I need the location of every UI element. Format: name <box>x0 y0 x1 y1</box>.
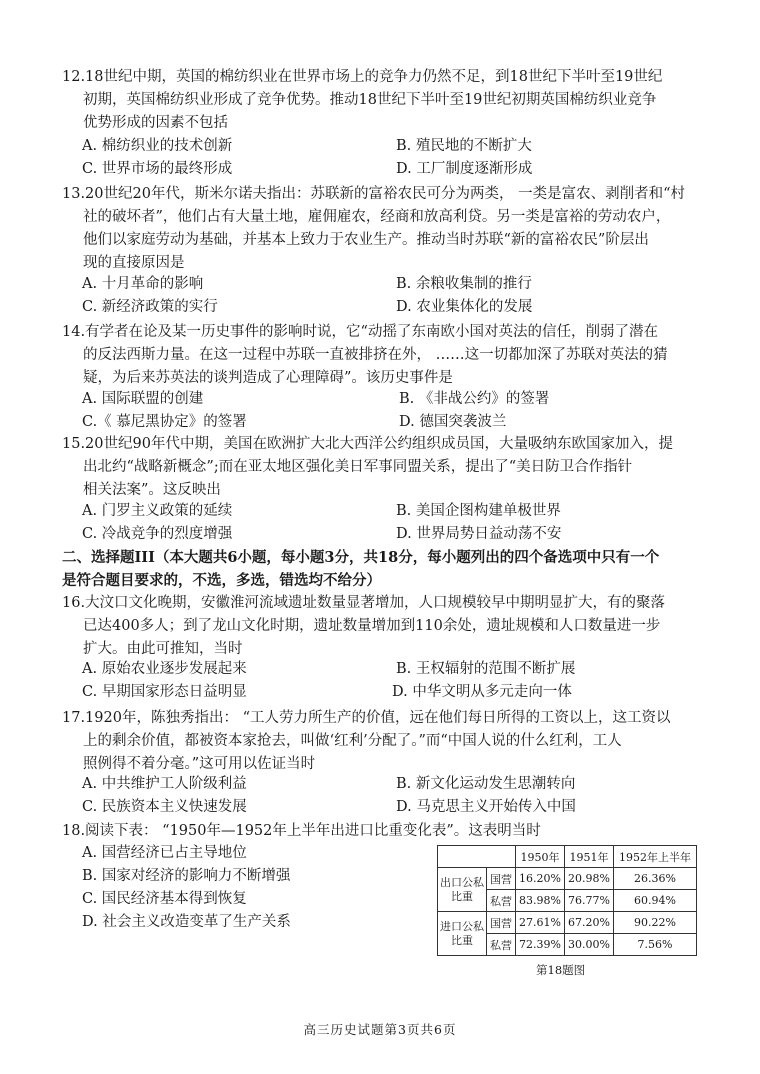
q16-stem-line-1: 16.大汶口文化晚期，安徽淮河流域遗址数量显著增加，人口规模较早中期明显扩大，有的聚落 <box>62 595 666 611</box>
q15-stem-line-2: 出北约“战略新概念”;而在亚太地区强化美日军事同盟关系，提出了“美日防卫合作指针 <box>83 459 633 475</box>
question-18 <box>62 820 710 843</box>
table-header-blank <box>438 846 516 868</box>
table-cell: 26.36% <box>614 868 697 890</box>
q17-option-b[interactable]: B. 新文化运动发生思潮转向 <box>396 776 576 792</box>
q15-option-a[interactable]: A. 门罗主义政策的延续 <box>82 503 233 519</box>
q12-option-c[interactable]: C. 世界市场的最终形成 <box>82 161 233 177</box>
question-14 <box>62 321 710 390</box>
q18-option-c[interactable]: C. 国民经济基本得到恢复 <box>82 891 247 907</box>
q12-option-a[interactable]: A. 棉纺织业的技术创新 <box>82 138 233 154</box>
question-15 <box>62 433 710 502</box>
page-footer: 高三历史试题第3页共6页 <box>303 1022 457 1037</box>
q15-option-b[interactable]: B. 美国企图构建单极世界 <box>396 503 561 519</box>
q12-stem-line-3: 优势形成的因素不包括 <box>83 115 228 131</box>
q14-stem-line-1: 14.有学者在论及某一历史事件的影响时说，它“动摇了东南欧小国对英法的信任，削弱了潜在 <box>62 324 658 340</box>
table-header-cell: 1950年 <box>516 846 565 868</box>
q12-option-b[interactable]: B. 殖民地的不断扩大 <box>396 138 532 154</box>
q12-option-d[interactable]: D. 工厂制度逐渐形成 <box>396 161 533 177</box>
q16-option-b[interactable]: B. 王权辐射的范围不断扩展 <box>396 661 576 677</box>
q16-option-c[interactable]: C. 早期国家形态日益明显 <box>82 684 247 700</box>
q14-stem-line-3: 疑，为后来苏英法的谈判造成了心理障碍”。该历史事件是 <box>83 370 453 386</box>
q17-option-c[interactable]: C. 民族资本主义快速发展 <box>82 799 247 815</box>
q16-stem-line-2: 已达400多人；到了龙山文化时期，遗址数量增加到110余处，遗址规模和人口数量进一步 <box>83 618 661 634</box>
table-cell: 76.77% <box>565 890 614 912</box>
q18-option-b[interactable]: B. 国家对经济的影响力不断增强 <box>82 868 291 884</box>
q14-option-b[interactable]: B. 《非战公约》的签署 <box>399 391 550 407</box>
q16-option-d[interactable]: D. 中华文明从多元走向一体 <box>392 684 572 700</box>
q18-data-table <box>437 845 697 956</box>
question-13 <box>62 183 710 275</box>
table-cell: 国营 <box>487 868 516 890</box>
question-12 <box>62 66 710 135</box>
table-cell: 私营 <box>487 934 516 956</box>
table-cell: 90.22% <box>614 912 697 934</box>
q17-stem-line-2: 上的剩余价值，都被资本家抢去，叫做‘红利’分配了。”而“中国人说的什么红利，工人 <box>83 733 622 749</box>
question-16 <box>62 592 710 661</box>
q15-stem-line-3: 相关法案”。这反映出 <box>83 482 221 498</box>
q13-stem-line-4: 现的直接原因是 <box>83 255 185 271</box>
q18-stem: 18.阅读下表： “1950年—1952年上半年出进口比重变化表”。这表明当时 <box>62 823 541 839</box>
q13-stem-line-1: 13.20世纪20年代，斯米尔诺夫指出：苏联新的富裕农民可分为两类， 一类是富农、剥削者和“村 <box>62 186 685 202</box>
q13-option-a[interactable]: A. 十月革命的影响 <box>82 276 204 292</box>
question-17 <box>62 707 710 776</box>
table-header-cell: 1951年 <box>565 846 614 868</box>
section-2-heading <box>62 546 710 592</box>
q12-stem-line-1: 12.18世纪中期，英国的棉纺织业在世界市场上的竞争力仍然不足，到18世纪下半叶至19世纪 <box>62 69 663 85</box>
table-caption: 第18题图 <box>536 963 586 977</box>
section-2-line-2: 是符合题目要求的，不选，多选，错选均不给分） <box>62 572 381 589</box>
group-label-line: 进口公私 <box>440 919 484 933</box>
table-row <box>438 868 697 890</box>
q16-stem-line-3: 扩大。由此可推知，当时 <box>83 641 243 657</box>
q14-stem-line-2: 的反法西斯力量。在这一过程中苏联一直被排挤在外， ……这一切都加深了苏联对英法的猜 <box>83 347 668 363</box>
group-label-line: 比重 <box>451 933 473 947</box>
q17-stem-line-1: 17.1920年，陈独秀指出： “工人劳力所生产的价值，远在他们每日所得的工资以上，这工资以 <box>62 710 671 726</box>
q13-option-c[interactable]: C. 新经济政策的实行 <box>82 299 218 315</box>
table-cell: 7.56% <box>614 934 697 956</box>
table-cell: 私营 <box>487 890 516 912</box>
table-cell: 20.98% <box>565 868 614 890</box>
table-cell: 60.94% <box>614 890 697 912</box>
table-cell: 27.61% <box>516 912 565 934</box>
q13-stem-line-3: 他们以家庭劳动为基础，并基本上致力于农业生产。推动当时苏联“新的富裕农民”阶层出 <box>83 232 649 248</box>
table-group-label <box>438 868 487 912</box>
q14-option-a[interactable]: A. 国际联盟的创建 <box>82 391 204 407</box>
q12-stem-line-2: 初期，英国棉纺织业形成了竞争优势。推动18世纪下半叶至19世纪初期英国棉纺织业竞争 <box>83 92 657 108</box>
table-cell: 67.20% <box>565 912 614 934</box>
table-cell: 30.00% <box>565 934 614 956</box>
q13-option-d[interactable]: D. 农业集体化的发展 <box>396 299 533 315</box>
q16-option-a[interactable]: A. 原始农业逐步发展起来 <box>82 661 247 677</box>
q15-option-c[interactable]: C. 冷战竞争的烈度增强 <box>82 526 233 542</box>
q15-stem-line-1: 15.20世纪90年代中期，美国在欧洲扩大北大西洋公约组织成员国，大量吸纳东欧国家加入，提 <box>62 436 673 452</box>
group-label-line: 比重 <box>451 889 473 903</box>
q18-option-a[interactable]: A. 国营经济已占主导地位 <box>82 845 247 861</box>
q13-option-b[interactable]: B. 余粮收集制的推行 <box>396 276 532 292</box>
table-row <box>438 912 697 934</box>
q13-stem-line-2: 社的破坏者”，他们占有大量土地，雇佣雇农，经商和放高利贷。另一类是富裕的劳动农户， <box>83 209 671 225</box>
q15-option-d[interactable]: D. 世界局势日益动荡不安 <box>396 526 562 542</box>
table-group-label <box>438 912 487 956</box>
q17-option-a[interactable]: A. 中共维护工人阶级利益 <box>82 776 247 792</box>
table-cell: 72.39% <box>516 934 565 956</box>
table-cell: 国营 <box>487 912 516 934</box>
q17-option-d[interactable]: D. 马克思主义开始传入中国 <box>396 799 576 815</box>
group-label-line: 出口公私 <box>440 875 484 889</box>
table-header-cell: 1952年上半年 <box>614 846 697 868</box>
section-2-line-1: 二、选择题III（本大题共6小题，每小题3分，共18分，每小题列出的四个备选项中只有一个 <box>62 549 660 566</box>
q18-option-d[interactable]: D. 社会主义改造变革了生产关系 <box>82 914 291 930</box>
q14-option-c[interactable]: C.《 慕尼黑协定》的签署 <box>82 414 247 430</box>
table-cell: 16.20% <box>516 868 565 890</box>
q17-stem-line-3: 照例得不着分毫。”这可用以佐证当时 <box>83 756 316 772</box>
table-cell: 83.98% <box>516 890 565 912</box>
table-header-row <box>438 846 697 868</box>
q14-option-d[interactable]: D. 德国突袭波兰 <box>399 414 507 430</box>
